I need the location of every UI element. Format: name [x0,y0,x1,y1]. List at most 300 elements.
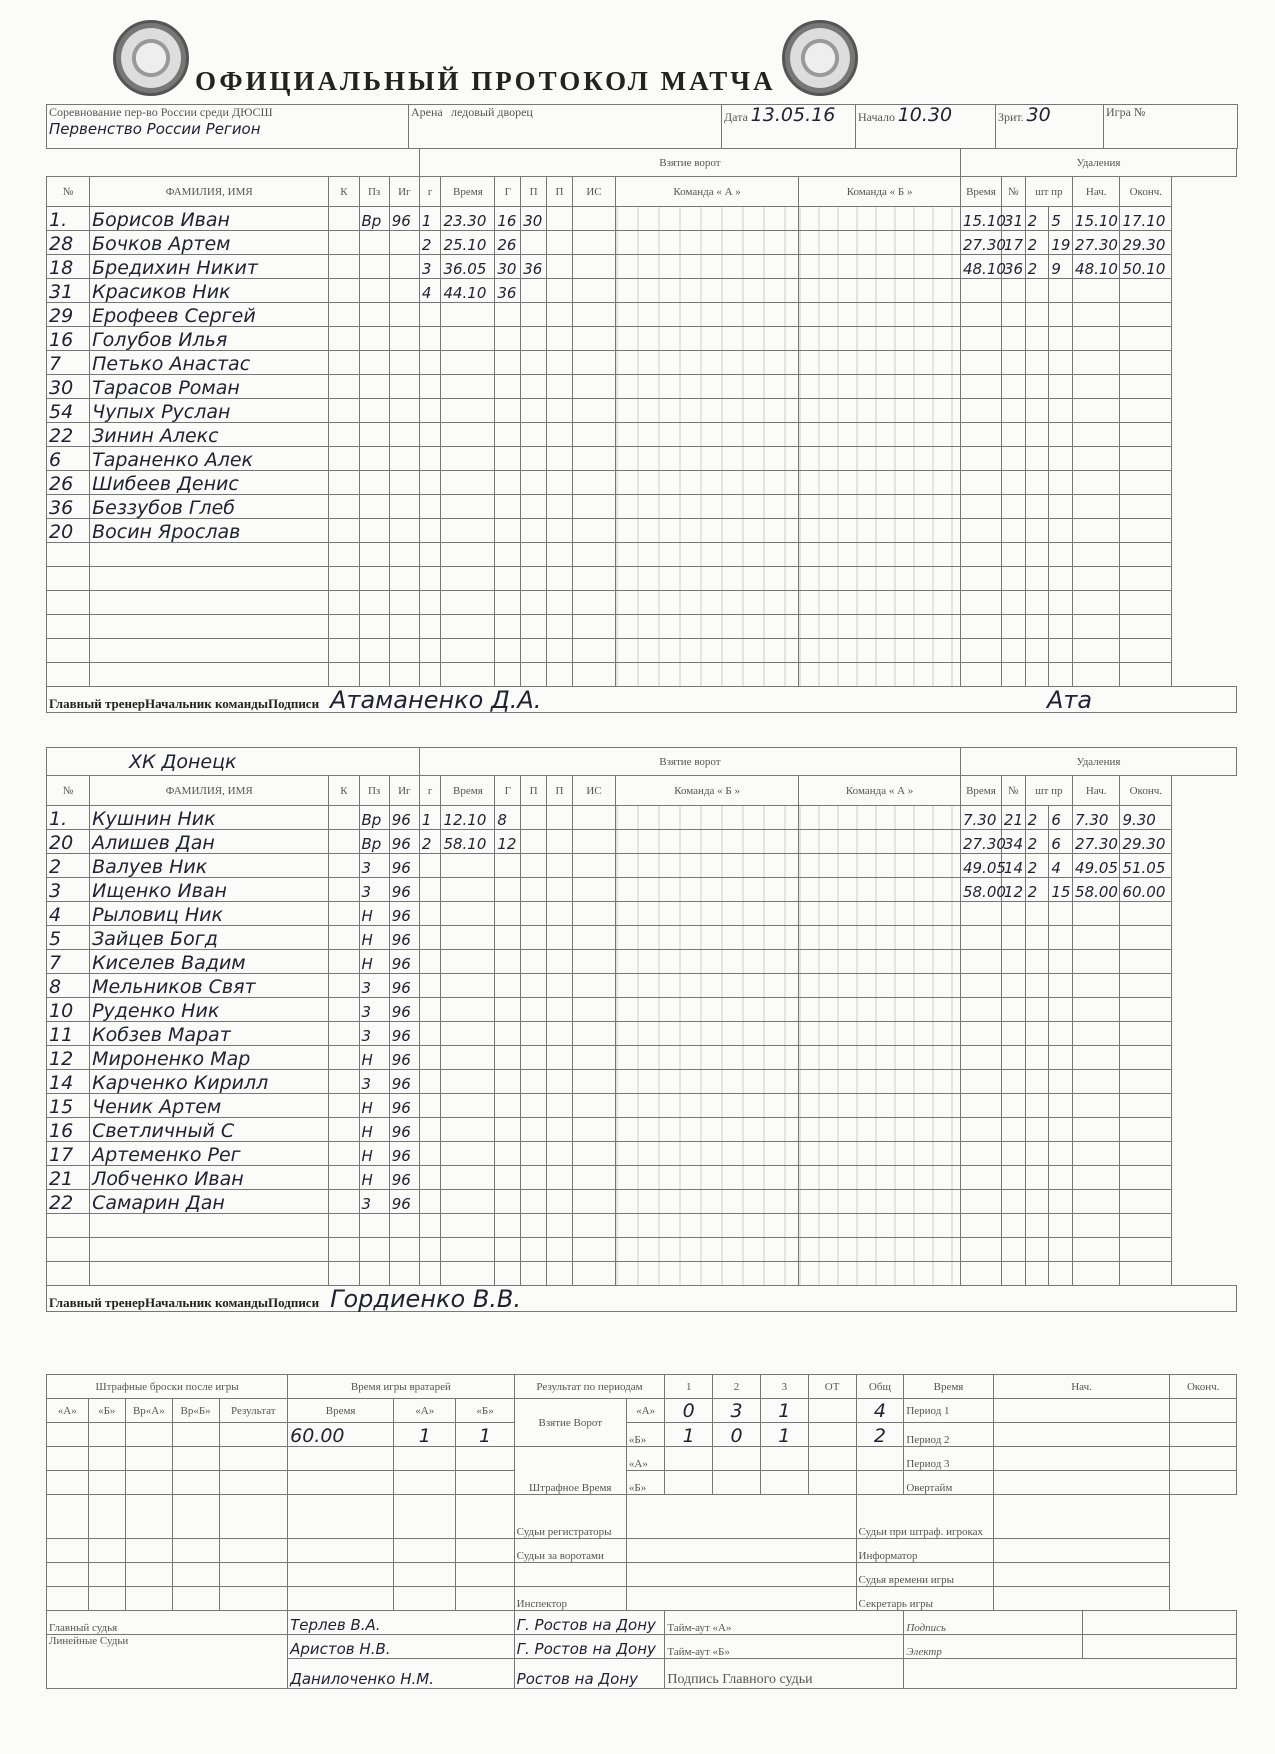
empty-cell [1120,902,1172,926]
empty-cell [1001,495,1025,519]
judge-label-right [856,1539,993,1563]
empty-cell [441,1262,495,1286]
player-number [47,231,90,255]
empty-cell [90,591,329,615]
col-time [441,776,495,806]
penalty-sht-text: 2 [1027,835,1038,853]
player-games-text: 96 [391,1099,411,1117]
goal-scorer [495,207,521,231]
empty-cell [572,974,615,998]
empty-cell [572,471,615,495]
table-row [47,471,1237,495]
col-right-team [799,177,961,207]
timeout-a-text: Тайм-аут «А» [667,1622,732,1634]
empty-cell [521,854,547,878]
empty-cell [521,567,547,591]
player-position-text: Н [361,1123,373,1141]
col-total [856,1375,904,1399]
penalty-time [960,231,1006,255]
empty-cell [47,1563,89,1587]
empty-cell [329,1262,359,1286]
empty-cell [1073,399,1120,423]
player-number [47,447,90,471]
empty-cell [572,567,615,591]
table-row [47,375,1237,399]
goal-assist [521,806,547,830]
empty-cell [547,806,573,830]
empty-cell [547,207,573,231]
so-brb [172,1399,219,1423]
empty-cell [616,1094,799,1118]
empty-cell [547,423,573,447]
empty-cell [1025,303,1049,327]
empty-cell [799,207,961,231]
player-games-text: 96 [391,883,411,901]
col-k [329,776,359,806]
empty-cell [441,1046,495,1070]
player-number [47,854,90,878]
empty-cell [1120,1046,1172,1070]
empty-cell [799,950,961,974]
empty-cell [88,1563,125,1587]
empty-cell [799,519,961,543]
player-name-text: Руденко Ник [92,1000,220,1022]
goal-number [419,207,441,231]
player-number-text: 28 [49,233,74,255]
empty-cell [90,567,329,591]
empty-cell [808,1447,856,1471]
empty-cell [495,950,521,974]
empty-cell [799,351,961,375]
empty-cell [960,615,1001,639]
col-right-team [799,776,961,806]
empty-cell [1120,1142,1172,1166]
empty-cell [329,1070,359,1094]
empty-cell [419,974,441,998]
player-games [389,926,419,950]
empty-cell [389,567,419,591]
empty-cell [419,423,441,447]
empty-cell [1120,543,1172,567]
empty-cell [359,1262,389,1286]
empty-cell [441,926,495,950]
empty-cell [419,327,441,351]
player-number-text: 6 [49,449,62,471]
player-position [359,327,389,351]
player-position [359,1118,389,1142]
player-games [389,375,419,399]
empty-cell [1001,327,1025,351]
empty-cell [799,1118,961,1142]
empty-cell [1073,663,1120,687]
empty-cell [960,1094,1001,1118]
empty-cell [993,1563,1170,1587]
empty-cell [47,1471,89,1495]
col-num-text: № [62,784,74,797]
empty-cell [47,1238,90,1262]
row-label-text: «А» [628,1458,648,1470]
penalty-n [1001,806,1025,830]
player-number-text: 5 [49,928,62,950]
sign-label-text: Подпись [906,1622,947,1634]
empty-cell [521,351,547,375]
player-games-text: 96 [391,907,411,925]
empty-cell [960,926,1001,950]
empty-cell [547,1022,573,1046]
empty-cell [960,495,1001,519]
empty-cell [329,663,359,687]
empty-cell [572,1166,615,1190]
goal-time-text: 23.30 [443,212,487,230]
penalty-time [960,255,1006,279]
empty-cell [572,998,615,1022]
empty-cell [359,663,389,687]
empty-cell [90,1262,329,1286]
col-ot-text: ОТ [824,1380,840,1393]
empty-cell [1120,615,1172,639]
empty-cell [329,1214,359,1238]
so-bra-text: Вр«А» [132,1404,165,1417]
penalty-start [1073,207,1120,231]
player-number-text: 16 [49,1120,74,1142]
empty-cell [1049,303,1073,327]
empty-cell [90,543,329,567]
empty-cell [547,998,573,1022]
goal-scorer [495,255,521,279]
period-3 [904,1447,993,1471]
player-position [359,447,389,471]
empty-cell [1073,279,1120,303]
penalty-n [1001,854,1025,878]
player-games [389,1094,419,1118]
player-name-text: Ерофеев Сергей [92,305,256,327]
empty-cell [1120,1166,1172,1190]
empty-cell [799,1166,961,1190]
empty-cell [616,1238,799,1262]
penalty-time [960,854,1006,878]
col-period-start-text: Нач. [1071,1380,1092,1393]
goal-number [419,255,441,279]
empty-cell [572,351,615,375]
empty-cell [441,878,495,902]
player-games [389,495,419,519]
empty-cell [616,327,799,351]
player-name-text: Тарасов Роман [92,377,240,399]
empty-cell [547,1046,573,1070]
row-a [626,1399,664,1423]
row-label [626,1471,664,1495]
right-emblem-icon [782,20,858,96]
col-pen_end [1120,776,1172,806]
col-pen_time-text: Время [966,784,996,797]
player-number-text: 20 [49,832,74,854]
empty-cell [394,1495,456,1539]
empty-cell [616,495,799,519]
timeout-b-text: Тайм-аут «Б» [667,1646,730,1658]
empty-cell [1001,351,1025,375]
player-games [389,1070,419,1094]
player-name-text: Зинин Алекс [92,425,219,447]
col-name-text: ФАМИЛИЯ, ИМЯ [165,185,253,198]
empty-cell [1001,399,1025,423]
player-number-text: 20 [49,521,74,543]
player-name-text: Тараненко Алек [92,449,254,471]
empty-cell [521,519,547,543]
empty-cell [88,1423,125,1447]
empty-cell [441,399,495,423]
empty-cell [359,591,389,615]
score-b [856,1423,904,1447]
empty-cell [1073,1214,1120,1238]
table-row [47,255,1237,279]
empty-cell [960,1190,1001,1214]
player-number [47,351,90,375]
goal-assist-text: 30 [523,212,543,230]
score-a-text: 4 [873,1399,886,1422]
empty-cell [419,854,441,878]
empty-cell [1073,1262,1120,1286]
penalty-end-text: 60.00 [1122,883,1166,901]
player-number [47,830,90,854]
empty-cell [329,519,359,543]
penalties-header-text: Удаления [1076,156,1121,169]
empty-cell [799,399,961,423]
empty-cell [960,1046,1001,1070]
empty-cell [329,998,359,1022]
empty-cell [521,327,547,351]
col-G [495,776,521,806]
table-row [47,423,1237,447]
empty-cell [441,615,495,639]
col-ig-text: Иг [398,185,411,198]
empty-cell [441,902,495,926]
player-number [47,279,90,303]
player-games-text: 96 [391,859,411,877]
empty-cell [521,303,547,327]
goal-number [419,830,441,854]
penalty-start-text: 7.30 [1075,811,1109,829]
empty-cell [90,1214,329,1238]
left-emblem-icon [113,20,189,96]
empty-cell [521,1166,547,1190]
empty-cell [521,543,547,567]
line-refs-label [47,1635,288,1689]
empty-cell [521,950,547,974]
empty-cell [572,1262,615,1286]
player-games-text: 96 [391,955,411,973]
empty-cell [219,1563,288,1587]
col-period-end-text: Оконч. [1186,1380,1220,1393]
empty-cell [521,1214,547,1238]
player-number-text: 14 [49,1072,74,1094]
player-name [90,231,329,255]
col-period-start [993,1375,1170,1399]
empty-cell [359,567,389,591]
empty-cell [329,1118,359,1142]
empty-cell [1049,639,1073,663]
empty-cell [616,615,799,639]
player-name-text: Красиков Ник [92,281,231,303]
col-IS [572,177,615,207]
empty-cell [1025,663,1049,687]
empty-cell [547,615,573,639]
player-games [389,1166,419,1190]
empty-cell [616,830,799,854]
player-number [47,519,90,543]
table-row [47,974,1237,998]
empty-cell [329,255,359,279]
player-number-text: 10 [49,1000,74,1022]
empty-cell [1073,902,1120,926]
empty-cell [1025,1142,1049,1166]
empty-cell [456,1471,514,1495]
empty-cell [495,1262,521,1286]
player-games [389,447,419,471]
penalty-time-text: 48.10 [962,260,1006,278]
player-name-text: Кушнин Ник [92,808,216,830]
result-header-text: Результат по периодам [536,1380,643,1393]
empty-cell [960,591,1001,615]
penalty-pr-text: 5 [1051,212,1061,230]
electr-label-text: Электр [906,1646,942,1658]
player-number [47,1046,90,1070]
empty-cell [419,1046,441,1070]
player-number [47,1070,90,1094]
player-games [389,1046,419,1070]
player-position-text: Вр [361,811,382,829]
score-a [760,1399,808,1423]
empty-cell [547,950,573,974]
table-row [47,998,1237,1022]
empty-cell [329,1238,359,1262]
empty-cell [419,615,441,639]
goal-time-text: 58.10 [443,835,487,853]
empty-cell [799,375,961,399]
empty-cell [1001,519,1025,543]
empty-cell [1170,1423,1237,1447]
empty-cell [616,926,799,950]
gk-a-text: «А» [415,1404,435,1417]
empty-cell [389,639,419,663]
empty-cell [288,1471,394,1495]
judge-label [514,1587,626,1611]
col-p3 [760,1375,808,1399]
empty-cell [125,1423,172,1447]
empty-cell [1025,1262,1049,1286]
empty-cell [960,950,1001,974]
empty-cell [799,615,961,639]
row-b [626,1423,664,1447]
chief-ref-label-text: Главный судья [49,1622,118,1634]
penalty-sht-text: 2 [1027,859,1038,877]
player-games [389,878,419,902]
empty-cell [219,1539,288,1563]
empty-cell [1120,1118,1172,1142]
player-number [47,303,90,327]
player-number [47,1142,90,1166]
empty-cell [1025,567,1049,591]
table-row [47,663,1237,687]
empty-cell [441,663,495,687]
penalty-pr-text: 6 [1051,835,1061,853]
player-name [90,854,329,878]
gk-header [288,1375,515,1399]
empty-cell [799,1142,961,1166]
col-time-text: Время [453,784,483,797]
player-name-text: Алишев Дан [92,832,215,854]
empty-cell [1083,1611,1237,1635]
empty-cell [1001,375,1025,399]
empty-cell [960,974,1001,998]
goal-assist [521,255,547,279]
judge-label-right-text: Судьи при штраф. игроках [858,1526,984,1538]
empty-cell [1073,423,1120,447]
gk-a-value-text: 1 [418,1425,431,1447]
empty-cell [960,447,1001,471]
empty-cell [1025,950,1049,974]
period-3-text: Период 3 [906,1458,950,1470]
empty-cell [419,1022,441,1046]
player-number-text: 2 [49,856,62,878]
empty-cell [1073,1118,1120,1142]
penalty-sht [1025,878,1049,902]
empty-cell [572,1094,615,1118]
judge-label-text: Инспектор [516,1598,567,1610]
penalty-n-text: 12 [1003,883,1024,901]
empty-cell [329,1166,359,1190]
player-name-text: Борисов Иван [92,209,230,231]
col-g-text: г [427,784,433,797]
empty-cell [329,423,359,447]
penalty-time-text: 27.30 [962,236,1006,254]
goal-number [419,279,441,303]
judge-label-right [856,1495,993,1539]
col-pen_start [1073,177,1120,207]
gk-time [288,1399,394,1423]
player-games [389,854,419,878]
so-bra [125,1399,172,1423]
player-position-text: Н [361,955,373,973]
penalty-sht [1025,854,1049,878]
empty-cell [572,1070,615,1094]
penalty-n [1001,255,1025,279]
empty-cell [1025,1022,1049,1046]
empty-cell [1049,998,1073,1022]
penalty-pr-text: 19 [1051,236,1071,254]
judge-label [514,1495,626,1539]
empty-cell [441,1214,495,1238]
player-name-text: Беззубов Глеб [92,497,235,519]
line-ref1-city [514,1635,665,1659]
empty-cell [1120,327,1172,351]
empty-cell [1073,567,1120,591]
player-position-text: 3 [361,859,372,877]
col-total-text: Общ [868,1380,891,1393]
empty-cell [1049,1214,1073,1238]
player-number [47,423,90,447]
line-ref2-text: Данилоченко Н.М. [290,1670,435,1688]
judge-label [514,1539,626,1563]
gk-a-value [394,1423,456,1447]
penalty-end-text: 50.10 [1122,260,1166,278]
empty-cell [495,1166,521,1190]
player-games [389,950,419,974]
player-games [389,231,419,255]
empty-cell [329,830,359,854]
gk-time-value [288,1423,394,1447]
empty-cell [1120,567,1172,591]
empty-cell [1001,1214,1025,1238]
